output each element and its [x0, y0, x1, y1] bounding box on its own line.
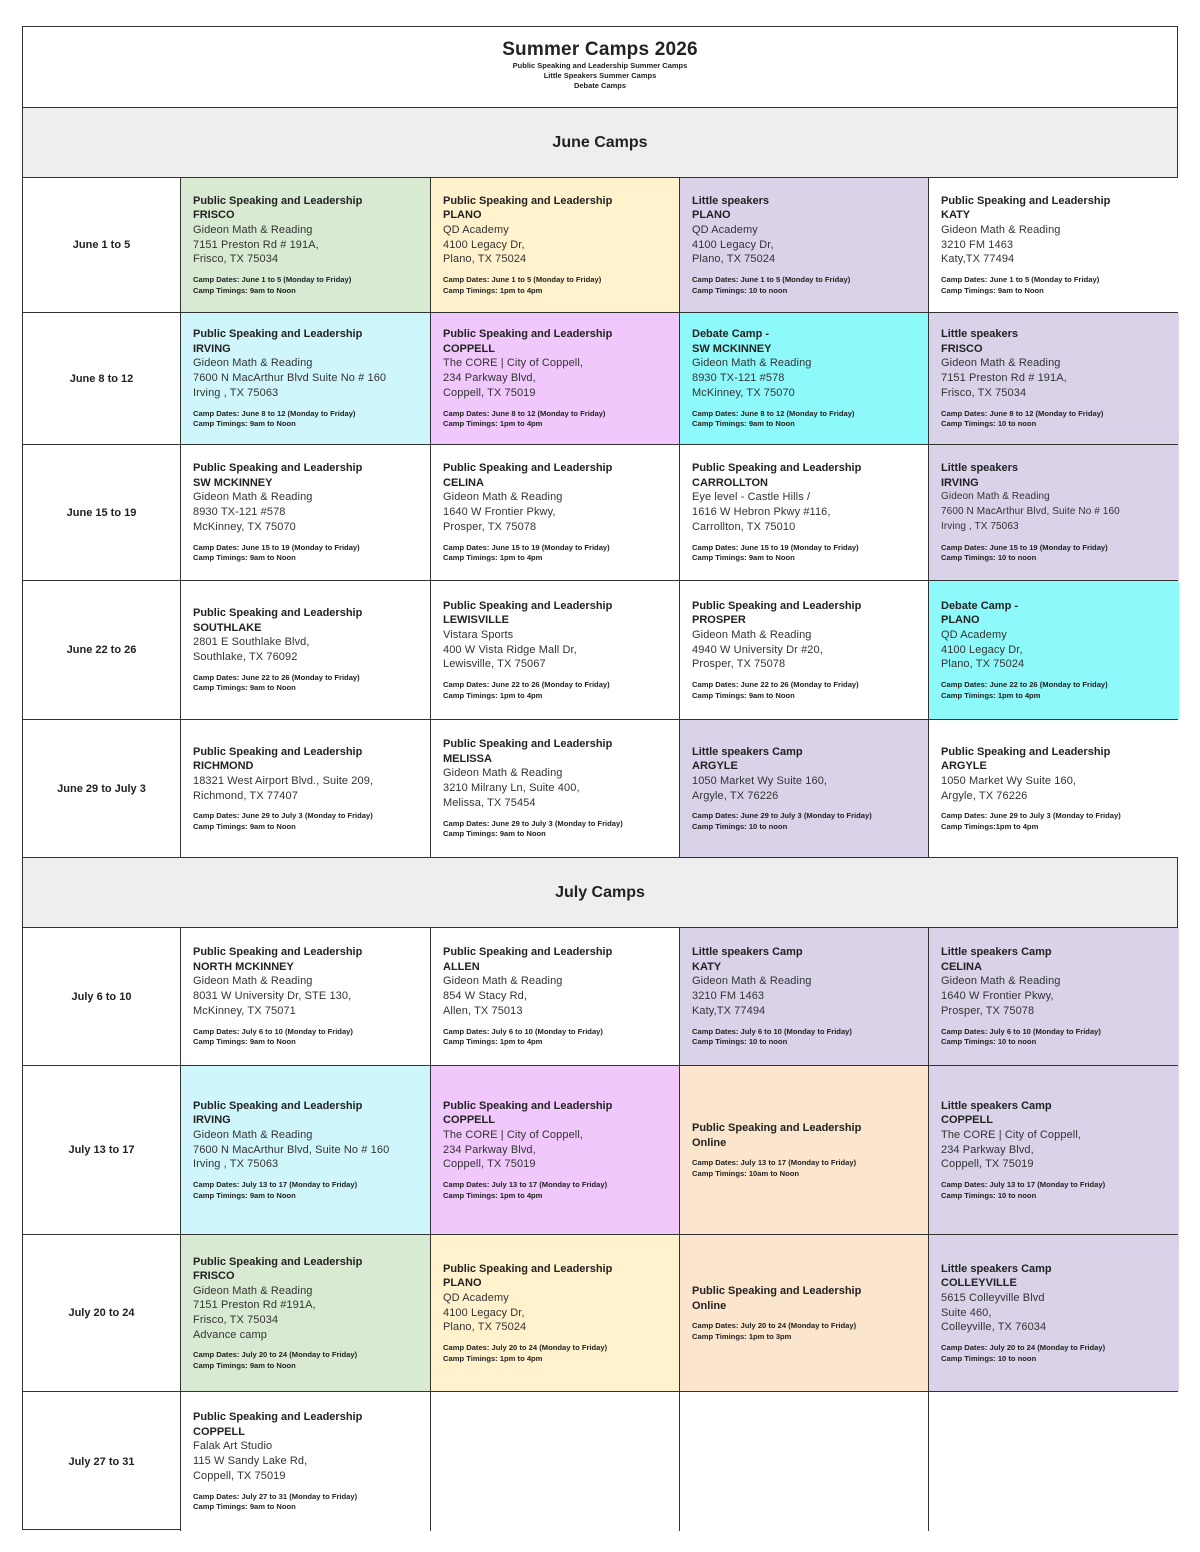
camp-dates: Camp Dates: June 8 to 12 (Monday to Friday) — [692, 408, 855, 418]
camp-dates: Camp Dates: July 20 to 24 (Monday to Friday) — [692, 1321, 857, 1330]
camp-address-line: Gideon Math & Reading — [941, 223, 1061, 236]
camp-address-line: Argyle, TX 76226 — [941, 789, 1028, 802]
camp-address-line: Coppell, TX 75019 — [941, 1158, 1034, 1171]
camp-location: LEWISVILLE — [443, 614, 509, 627]
camp-address-line: McKinney, TX 75071 — [193, 1004, 296, 1017]
camp-location: FRISCO — [941, 342, 983, 355]
camp-location: COLLEYVILLE — [941, 1277, 1017, 1290]
week-label: June 8 to 12 — [23, 313, 181, 444]
camp-cell — [929, 313, 1179, 444]
camp-address-line: QD Academy — [443, 223, 509, 236]
camp-address-line: 7600 N MacArthur Blvd Suite No # 160 — [193, 372, 387, 385]
camp-timings: Camp Timings: 10 to noon — [692, 821, 788, 831]
camp-location: PROSPER — [692, 614, 746, 627]
camp-timings: Camp Timings: 9am to Noon — [692, 690, 795, 700]
camp-timings: Camp Timings: 1pm to 4pm — [443, 285, 543, 295]
camp-location: PLANO — [443, 1277, 482, 1290]
camp-dates: Camp Dates: July 20 to 24 (Monday to Friday) — [941, 1343, 1106, 1353]
camp-address-line: Plano, TX 75024 — [941, 658, 1025, 671]
camp-cell — [431, 720, 680, 857]
camp-program: Public Speaking and Leadership — [193, 946, 363, 959]
camp-dates: Camp Dates: June 15 to 19 (Monday to Friday) — [941, 542, 1108, 552]
camp-location: CELINA — [443, 476, 484, 489]
camp-cell — [181, 313, 431, 444]
camp-address-line: Coppell, TX 75019 — [443, 386, 536, 399]
camp-cell — [431, 928, 680, 1065]
week-label: June 22 to 26 — [23, 581, 181, 719]
camp-program: Public Speaking and Leadership — [443, 194, 613, 207]
camp-address-line: Gideon Math & Reading — [193, 1284, 313, 1297]
camp-address-line: QD Academy — [443, 1291, 509, 1304]
camp-program: Public Speaking and Leadership — [692, 462, 862, 475]
camp-address-line: 7151 Preston Rd #191A, — [193, 1299, 316, 1312]
camp-address-line: Gideon Math & Reading — [193, 357, 313, 370]
camp-location: PLANO — [443, 209, 482, 222]
camp-address-line: McKinney, TX 75070 — [692, 386, 795, 399]
camp-address-line: 7151 Preston Rd # 191A, — [941, 372, 1067, 385]
camp-dates: Camp Dates: June 22 to 26 (Monday to Friday) — [941, 680, 1108, 690]
camp-program: Public Speaking and Leadership — [443, 1099, 613, 1112]
camp-address-line: Colleyville, TX 76034 — [941, 1321, 1047, 1334]
camp-dates: Camp Dates: June 1 to 5 (Monday to Friday) — [941, 275, 1100, 285]
camp-address-line: 7600 N MacArthur Blvd, Suite No # 160 — [941, 506, 1120, 518]
camp-location: SW MCKINNEY — [692, 342, 772, 355]
camp-dates: Camp Dates: June 22 to 26 (Monday to Friday) — [443, 680, 610, 690]
subtitle-2: Little Speakers Summer Camps — [543, 71, 657, 80]
camp-address-line: 4100 Legacy Dr, — [692, 238, 774, 251]
camp-timings: Camp Timings: 9am to Noon — [193, 1037, 296, 1047]
month-heading: July Camps — [23, 858, 1177, 928]
subtitle-1: Public Speaking and Leadership Summer Camps — [512, 61, 688, 70]
camp-dates: Camp Dates: July 6 to 10 (Monday to Friday) — [193, 1026, 353, 1036]
page-title: Summer Camps 2026 — [502, 39, 698, 60]
camp-timings: Camp Timings: 1pm to 3pm — [692, 1331, 792, 1341]
subtitle-3: Debate Camps — [573, 81, 627, 90]
camp-dates: Camp Dates: June 29 to July 3 (Monday to Friday) — [941, 811, 1121, 821]
week-row — [23, 720, 1177, 858]
camp-dates: Camp Dates: June 15 to 19 (Monday to Friday) — [443, 542, 610, 552]
camp-program: Public Speaking and Leadership — [443, 946, 613, 959]
camp-location: ARGYLE — [941, 760, 987, 773]
camp-address-line: 4100 Legacy Dr, — [443, 1306, 525, 1319]
camp-dates: Camp Dates: July 13 to 17 (Monday to Friday) — [692, 1158, 857, 1167]
camp-program: Public Speaking and Leadership — [193, 328, 363, 341]
camp-address-line: Frisco, TX 75034 — [193, 1314, 279, 1326]
camp-cell — [181, 928, 431, 1065]
week-label: June 29 to July 3 — [23, 720, 181, 857]
camp-address-line: Gideon Math & Reading — [941, 975, 1061, 988]
camp-address-line: The CORE | City of Coppell, — [443, 1128, 584, 1141]
camp-address-line: Eye level - Castle Hills / — [692, 491, 811, 504]
camp-program: Public Speaking and Leadership — [193, 607, 363, 620]
camp-address-line: Frisco, TX 75034 — [941, 386, 1027, 399]
camp-cell — [431, 445, 680, 580]
camp-address-line: 4940 W University Dr #20, — [692, 643, 823, 656]
week-row — [23, 178, 1177, 313]
camp-address-line: Katy,TX 77494 — [692, 1004, 766, 1017]
camp-cell — [929, 1066, 1179, 1234]
camp-cell — [929, 581, 1179, 719]
camp-cell — [181, 720, 431, 857]
camp-program: Debate Camp - — [941, 599, 1019, 612]
camp-cell — [680, 1235, 929, 1391]
title-block — [23, 27, 1177, 108]
camp-address-line: 400 W Vista Ridge Mall Dr, — [443, 643, 577, 656]
camp-program: Public Speaking and Leadership — [443, 1262, 613, 1275]
camp-cell — [181, 1066, 431, 1234]
camp-address-line: 3210 FM 1463 — [692, 990, 765, 1003]
camp-dates: Camp Dates: July 6 to 10 (Monday to Friday) — [692, 1026, 852, 1036]
camp-cell — [431, 1066, 680, 1234]
camp-cell — [181, 581, 431, 719]
camp-dates: Camp Dates: June 1 to 5 (Monday to Friday) — [193, 275, 352, 285]
camp-timings: Camp Timings: 10 to noon — [941, 1037, 1037, 1047]
camp-address-line: 7600 N MacArthur Blvd, Suite No # 160 — [193, 1143, 390, 1156]
camp-timings: Camp Timings: 10 to noon — [941, 1353, 1037, 1363]
week-label: June 1 to 5 — [23, 178, 181, 312]
camp-cell — [680, 445, 929, 580]
camp-address-line: 7151 Preston Rd # 191A, — [193, 238, 319, 251]
camp-program: Debate Camp - — [692, 328, 770, 341]
camp-dates: Camp Dates: July 20 to 24 (Monday to Friday) — [443, 1343, 608, 1353]
camp-location: COPPELL — [443, 342, 495, 355]
camp-address-line: Katy,TX 77494 — [941, 253, 1015, 266]
camp-address-line: Coppell, TX 75019 — [193, 1469, 286, 1482]
camp-dates: Camp Dates: June 8 to 12 (Monday to Friday) — [443, 408, 606, 418]
camp-address-line: Melissa, TX 75454 — [443, 796, 536, 809]
camp-cell — [431, 178, 680, 312]
week-row — [23, 313, 1177, 445]
camp-timings: Camp Timings: 1pm to 4pm — [443, 419, 543, 429]
camp-dates: Camp Dates: June 29 to July 3 (Monday to Friday) — [193, 811, 373, 821]
camp-location: Online — [692, 1299, 727, 1312]
week-label: July 20 to 24 — [23, 1235, 181, 1391]
camp-location: Online — [692, 1136, 727, 1149]
camp-address-line: Falak Art Studio — [193, 1440, 273, 1453]
camp-address-line: 854 W Stacy Rd, — [443, 990, 528, 1003]
camp-location: KATY — [692, 960, 722, 973]
week-row — [23, 1392, 1177, 1531]
camp-location: COPPELL — [941, 1114, 993, 1127]
camp-cell — [929, 720, 1179, 857]
camp-address-line: Plano, TX 75024 — [692, 253, 776, 266]
camp-location: KATY — [941, 209, 971, 222]
camp-dates: Camp Dates: July 6 to 10 (Monday to Friday) — [941, 1026, 1101, 1036]
camp-location: CELINA — [941, 960, 982, 973]
camp-timings: Camp Timings: 10am to Noon — [692, 1168, 800, 1178]
camp-location: FRISCO — [193, 1270, 235, 1283]
camp-address-line: Prosper, TX 75078 — [941, 1004, 1035, 1017]
camp-program: Public Speaking and Leadership — [692, 1285, 862, 1297]
camp-program: Little speakers — [941, 328, 1019, 341]
camp-cell — [680, 313, 929, 444]
camp-address-line: 18321 West Airport Blvd., Suite 209, — [193, 774, 374, 787]
month-heading: June Camps — [23, 108, 1177, 178]
camp-cell — [181, 178, 431, 312]
week-row — [23, 581, 1177, 720]
empty-cell — [929, 1392, 1179, 1531]
camp-address-line: Gideon Math & Reading — [193, 1128, 313, 1141]
camp-program: Public Speaking and Leadership — [692, 599, 862, 612]
camp-program: Public Speaking and Leadership — [193, 1099, 363, 1112]
camp-address-line: The CORE | City of Coppell, — [443, 357, 584, 370]
camp-address-line: Prosper, TX 75078 — [692, 658, 786, 671]
camp-location: IRVING — [193, 1114, 231, 1127]
camp-program: Public Speaking and Leadership — [193, 1255, 363, 1268]
camp-location: NORTH MCKINNEY — [193, 960, 294, 973]
camp-timings: Camp Timings: 10 to noon — [941, 553, 1037, 563]
camp-dates: Camp Dates: July 27 to 31 (Monday to Friday) — [193, 1491, 358, 1501]
camp-address-line: Gideon Math & Reading — [193, 491, 313, 504]
camp-timings: Camp Timings: 10 to noon — [941, 1190, 1037, 1200]
camp-location: PLANO — [692, 209, 731, 222]
camp-address-line: Prosper, TX 75078 — [443, 520, 537, 533]
camp-note: Advance camp — [193, 1328, 267, 1341]
camp-address-line: 4100 Legacy Dr, — [941, 643, 1023, 656]
camp-dates: Camp Dates: June 15 to 19 (Monday to Friday) — [692, 542, 859, 552]
camp-timings: Camp Timings: 9am to Noon — [193, 285, 296, 295]
camp-address-line: Gideon Math & Reading — [692, 628, 812, 641]
camp-timings: Camp Timings: 1pm to 4pm — [443, 1353, 543, 1363]
camp-dates: Camp Dates: June 22 to 26 (Monday to Friday) — [193, 672, 360, 682]
camp-address-line: Gideon Math & Reading — [941, 357, 1061, 370]
camp-program: Public Speaking and Leadership — [941, 194, 1111, 207]
camp-address-line: 234 Parkway Blvd, — [941, 1143, 1034, 1156]
camp-location: SOUTHLAKE — [193, 621, 262, 634]
camp-location: RICHMOND — [193, 760, 254, 773]
camp-address-line: Gideon Math & Reading — [941, 491, 1050, 503]
camp-timings: Camp Timings: 1pm to 4pm — [443, 690, 543, 700]
camp-address-line: Irving , TX 75063 — [941, 520, 1019, 532]
camp-timings: Camp Timings: 9am to Noon — [193, 1190, 296, 1200]
camp-timings: Camp Timings: 9am to Noon — [193, 553, 296, 563]
camp-program: Public Speaking and Leadership — [193, 462, 363, 475]
camp-dates: Camp Dates: July 20 to 24 (Monday to Friday) — [193, 1350, 358, 1360]
week-row — [23, 445, 1177, 581]
camp-cell — [680, 720, 929, 857]
camp-timings: Camp Timings: 1pm to 4pm — [941, 690, 1041, 700]
camp-program: Public Speaking and Leadership — [443, 462, 613, 475]
week-label: July 27 to 31 — [23, 1392, 181, 1531]
camp-address-line: Gideon Math & Reading — [443, 491, 563, 504]
camp-location: CARROLLTON — [692, 476, 768, 489]
camp-program: Little speakers Camp — [692, 946, 803, 959]
camp-address-line: QD Academy — [692, 223, 758, 236]
camp-program: Little speakers — [941, 462, 1019, 475]
camp-program: Little speakers — [692, 194, 770, 207]
camp-address-line: QD Academy — [941, 628, 1007, 641]
camp-program: Public Speaking and Leadership — [193, 745, 363, 758]
camp-timings: Camp Timings: 10 to noon — [941, 419, 1037, 429]
camp-location: ARGYLE — [692, 760, 738, 773]
camp-cell — [680, 581, 929, 719]
camp-dates: Camp Dates: June 15 to 19 (Monday to Friday) — [193, 542, 360, 552]
camp-address-line: 3210 FM 1463 — [941, 238, 1014, 251]
camp-timings: Camp Timings: 9am to Noon — [443, 829, 546, 839]
camp-dates: Camp Dates: June 1 to 5 (Monday to Friday) — [692, 275, 851, 285]
camp-address-line: Gideon Math & Reading — [193, 975, 313, 988]
camp-timings: Camp Timings: 9am to Noon — [193, 821, 296, 831]
camp-address-line: 234 Parkway Blvd, — [443, 1143, 536, 1156]
schedule-sheet — [22, 26, 1178, 1530]
camp-address-line: Richmond, TX 77407 — [193, 789, 298, 802]
camp-address-line: Gideon Math & Reading — [443, 975, 563, 988]
camp-address-line: McKinney, TX 75070 — [193, 520, 296, 533]
camp-address-line: 2801 E Southlake Blvd, — [193, 636, 310, 649]
camp-timings: Camp Timings: 10 to noon — [692, 1037, 788, 1047]
camp-program: Public Speaking and Leadership — [443, 738, 613, 751]
camp-cell — [929, 445, 1179, 580]
camp-program: Little speakers Camp — [941, 1099, 1052, 1112]
camp-dates: Camp Dates: July 13 to 17 (Monday to Friday) — [443, 1180, 608, 1190]
camp-cell — [929, 928, 1179, 1065]
camp-program: Public Speaking and Leadership — [193, 194, 363, 207]
camp-location: SW MCKINNEY — [193, 476, 273, 489]
camp-cell — [680, 928, 929, 1065]
camp-address-line: 1050 Market Wy Suite 160, — [692, 774, 828, 787]
camp-timings: Camp Timings: 9am to Noon — [193, 1502, 296, 1512]
camp-address-line: 1050 Market Wy Suite 160, — [941, 774, 1077, 787]
camp-timings: Camp Timings: 9am to Noon — [941, 285, 1044, 295]
camp-address-line: Argyle, TX 76226 — [692, 789, 779, 802]
camp-timings: Camp Timings: 9am to Noon — [692, 419, 795, 429]
camp-address-line: 8031 W University Dr, STE 130, — [193, 990, 352, 1003]
camp-location: MELISSA — [443, 752, 492, 765]
camp-dates: Camp Dates: July 6 to 10 (Monday to Friday) — [443, 1026, 603, 1036]
camp-timings: Camp Timings: 1pm to 4pm — [443, 1037, 543, 1047]
camp-program: Little speakers Camp — [692, 745, 803, 758]
camp-timings: Camp Timings: 9am to Noon — [193, 1360, 296, 1370]
camp-address-line: Irving , TX 75063 — [193, 386, 279, 399]
camp-cell — [181, 1235, 431, 1391]
camp-address-line: Carrollton, TX 75010 — [692, 520, 796, 533]
camp-address-line: Gideon Math & Reading — [692, 975, 812, 988]
camp-location: IRVING — [193, 342, 231, 355]
camp-address-line: 4100 Legacy Dr, — [443, 238, 525, 251]
camp-location: IRVING — [941, 476, 979, 489]
camp-address-line: 1640 W Frontier Pkwy, — [941, 990, 1054, 1003]
camp-address-line: Allen, TX 75013 — [443, 1004, 523, 1017]
camp-address-line: 1640 W Frontier Pkwy, — [443, 506, 556, 519]
camp-program: Public Speaking and Leadership — [692, 1122, 862, 1134]
camp-timings: Camp Timings:1pm to 4pm — [941, 821, 1039, 831]
week-row — [23, 1066, 1177, 1235]
camp-address-line: Gideon Math & Reading — [692, 357, 812, 370]
camp-location: PLANO — [941, 614, 980, 627]
camp-address-line: Irving , TX 75063 — [193, 1158, 279, 1171]
camp-dates: Camp Dates: June 1 to 5 (Monday to Friday) — [443, 275, 602, 285]
camp-dates: Camp Dates: June 29 to July 3 (Monday to Friday) — [443, 818, 623, 828]
camp-cell — [680, 178, 929, 312]
camp-address-line: Lewisville, TX 75067 — [443, 658, 546, 671]
camp-address-line: Plano, TX 75024 — [443, 253, 527, 266]
camp-address-line: Gideon Math & Reading — [193, 223, 313, 236]
camp-program: Public Speaking and Leadership — [193, 1411, 363, 1424]
camp-address-line: 234 Parkway Blvd, — [443, 372, 536, 385]
camp-address-line: Gideon Math & Reading — [443, 767, 563, 780]
camp-program: Public Speaking and Leadership — [443, 599, 613, 612]
camp-address-line: 8930 TX-121 #578 — [692, 372, 785, 385]
camp-timings: Camp Timings: 9am to Noon — [193, 419, 296, 429]
camp-dates: Camp Dates: June 29 to July 3 (Monday to Friday) — [692, 811, 872, 821]
camp-address-line: The CORE | City of Coppell, — [941, 1128, 1082, 1141]
week-row — [23, 928, 1177, 1066]
camp-address-line: 5615 Colleyville Blvd — [941, 1291, 1045, 1304]
camp-timings: Camp Timings: 9am to Noon — [193, 683, 296, 693]
camp-program: Little speakers Camp — [941, 1262, 1052, 1275]
camp-location: COPPELL — [443, 1114, 495, 1127]
camp-address-line: Vistara Sports — [443, 628, 514, 641]
camp-timings: Camp Timings: 10 to noon — [692, 285, 788, 295]
camp-timings: Camp Timings: 1pm to 4pm — [443, 553, 543, 563]
empty-cell — [680, 1392, 929, 1531]
camp-dates: Camp Dates: June 8 to 12 (Monday to Friday) — [193, 408, 356, 418]
camp-program: Little speakers Camp — [941, 946, 1052, 959]
camp-address-line: 8930 TX-121 #578 — [193, 506, 286, 519]
week-label: June 15 to 19 — [23, 445, 181, 580]
camp-cell — [181, 445, 431, 580]
camp-cell — [181, 1392, 431, 1531]
camp-address-line: Frisco, TX 75034 — [193, 253, 279, 266]
camp-dates: Camp Dates: June 8 to 12 (Monday to Friday) — [941, 408, 1104, 418]
camp-address-line: 1616 W Hebron Pkwy #116, — [692, 506, 831, 519]
camp-cell — [431, 1235, 680, 1391]
camp-cell — [680, 1066, 929, 1234]
camp-address-line: Southlake, TX 76092 — [193, 651, 298, 663]
week-label: July 13 to 17 — [23, 1066, 181, 1234]
camp-cell — [431, 581, 680, 719]
camp-location: COPPELL — [193, 1425, 245, 1438]
camp-cell — [431, 313, 680, 444]
camp-address-line: Suite 460, — [941, 1306, 992, 1319]
camp-location: ALLEN — [443, 960, 480, 973]
camp-cell — [929, 178, 1179, 312]
camp-dates: Camp Dates: July 13 to 17 (Monday to Friday) — [941, 1180, 1106, 1190]
week-label: July 6 to 10 — [23, 928, 181, 1065]
camp-address-line: Plano, TX 75024 — [443, 1321, 527, 1334]
camp-dates: Camp Dates: June 22 to 26 (Monday to Friday) — [692, 680, 859, 690]
camp-location: FRISCO — [193, 209, 235, 222]
camp-timings: Camp Timings: 1pm to 4pm — [443, 1190, 543, 1200]
camp-dates: Camp Dates: July 13 to 17 (Monday to Friday) — [193, 1180, 358, 1190]
camp-program: Public Speaking and Leadership — [941, 745, 1111, 758]
camp-program: Public Speaking and Leadership — [443, 328, 613, 341]
camp-cell — [929, 1235, 1179, 1391]
camp-address-line: 115 W Sandy Lake Rd, — [193, 1455, 308, 1468]
camp-address-line: 3210 Milrany Ln, Suite 400, — [443, 782, 580, 795]
empty-cell — [431, 1392, 680, 1531]
camp-address-line: Coppell, TX 75019 — [443, 1158, 536, 1171]
week-row — [23, 1235, 1177, 1392]
camp-timings: Camp Timings: 9am to Noon — [692, 553, 795, 563]
